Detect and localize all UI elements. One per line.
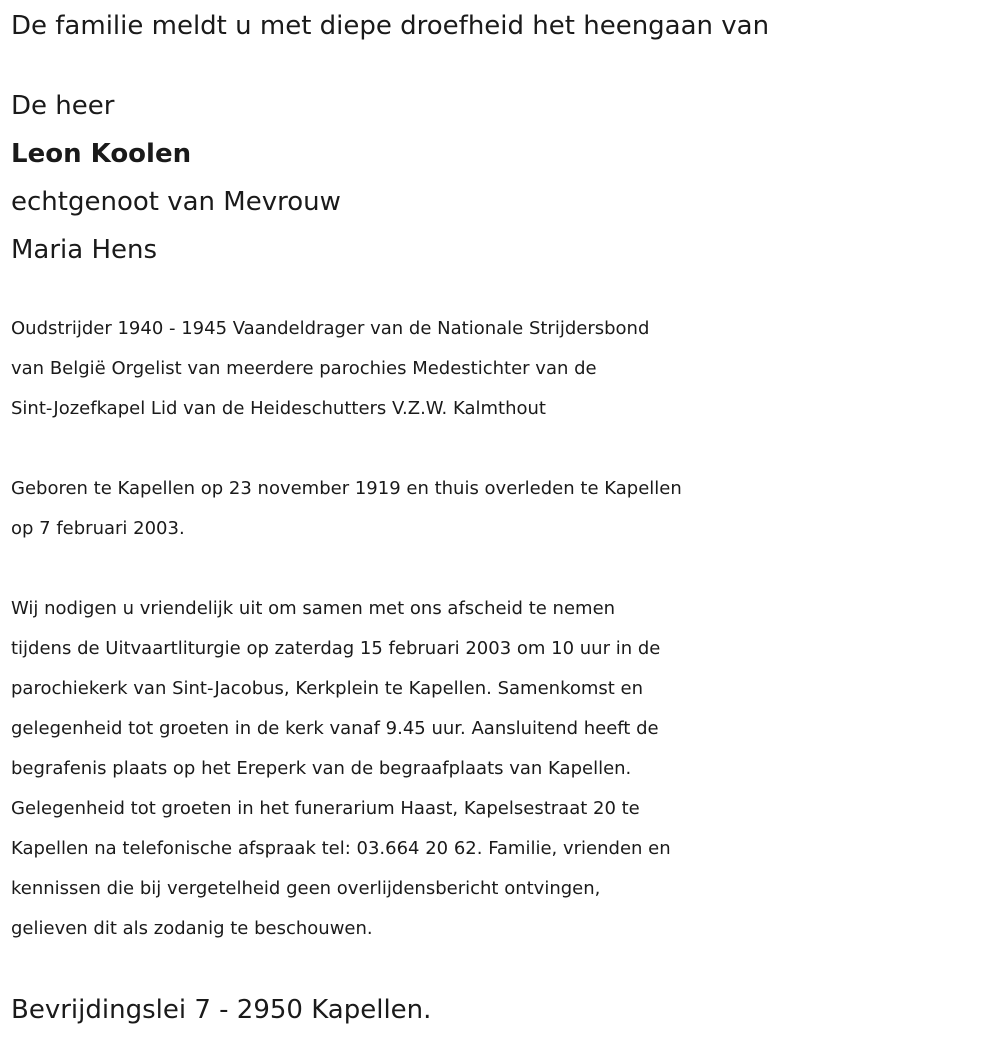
- invitation-line: Wij nodigen u vriendelijk uit om samen met ons afscheid te nemen: [11, 598, 616, 619]
- invitation-line: gelieven dit als zodanig te beschouwen.: [11, 918, 373, 939]
- biography-paragraph: [11, 309, 996, 429]
- biography-line: van België Orgelist van meerdere parochies Medestichter van de: [11, 358, 597, 379]
- birth-death-line: Geboren te Kapellen op 23 november 1919 en thuis overleden te Kapellen: [11, 478, 682, 499]
- intro-text: De familie meldt u met diepe droefheid het heengaan van: [11, 11, 770, 41]
- invitation-line: Kapellen na telefonische afspraak tel: 03.664 20 62. Familie, vrienden en: [11, 838, 671, 859]
- spouse-label: echtgenoot van Mevrouw: [11, 187, 341, 217]
- invitation-line: begrafenis plaats op het Ereperk van de begraafplaats van Kapellen.: [11, 758, 632, 779]
- invitation-line: tijdens de Uitvaartliturgie op zaterdag 15 februari 2003 om 10 uur in de: [11, 638, 661, 659]
- invitation-line: Gelegenheid tot groeten in het funerarium Haast, Kapelsestraat 20 te: [11, 798, 640, 819]
- birth-death-paragraph: [11, 469, 996, 549]
- invitation-paragraph: [11, 589, 996, 949]
- invitation-line: gelegenheid tot groeten in de kerk vanaf 9.45 uur. Aansluitend heeft de: [11, 718, 659, 739]
- biography-line: Oudstrijder 1940 - 1945 Vaandeldrager van de Nationale Strijdersbond: [11, 318, 650, 339]
- address-text: Bevrijdingslei 7 - 2950 Kapellen.: [11, 995, 432, 1025]
- invitation-line: parochiekerk van Sint-Jacobus, Kerkplein te Kapellen. Samenkomst en: [11, 678, 644, 699]
- birth-death-line: op 7 februari 2003.: [11, 518, 185, 539]
- biography-line: Sint-Jozefkapel Lid van de Heideschutters V.Z.W. Kalmthout: [11, 398, 546, 419]
- deceased-name: Leon Koolen: [11, 139, 192, 169]
- title-prefix: De heer: [11, 91, 115, 121]
- spouse-name: Maria Hens: [11, 235, 158, 265]
- invitation-line: kennissen die bij vergetelheid geen overlijdensbericht ontvingen,: [11, 878, 601, 899]
